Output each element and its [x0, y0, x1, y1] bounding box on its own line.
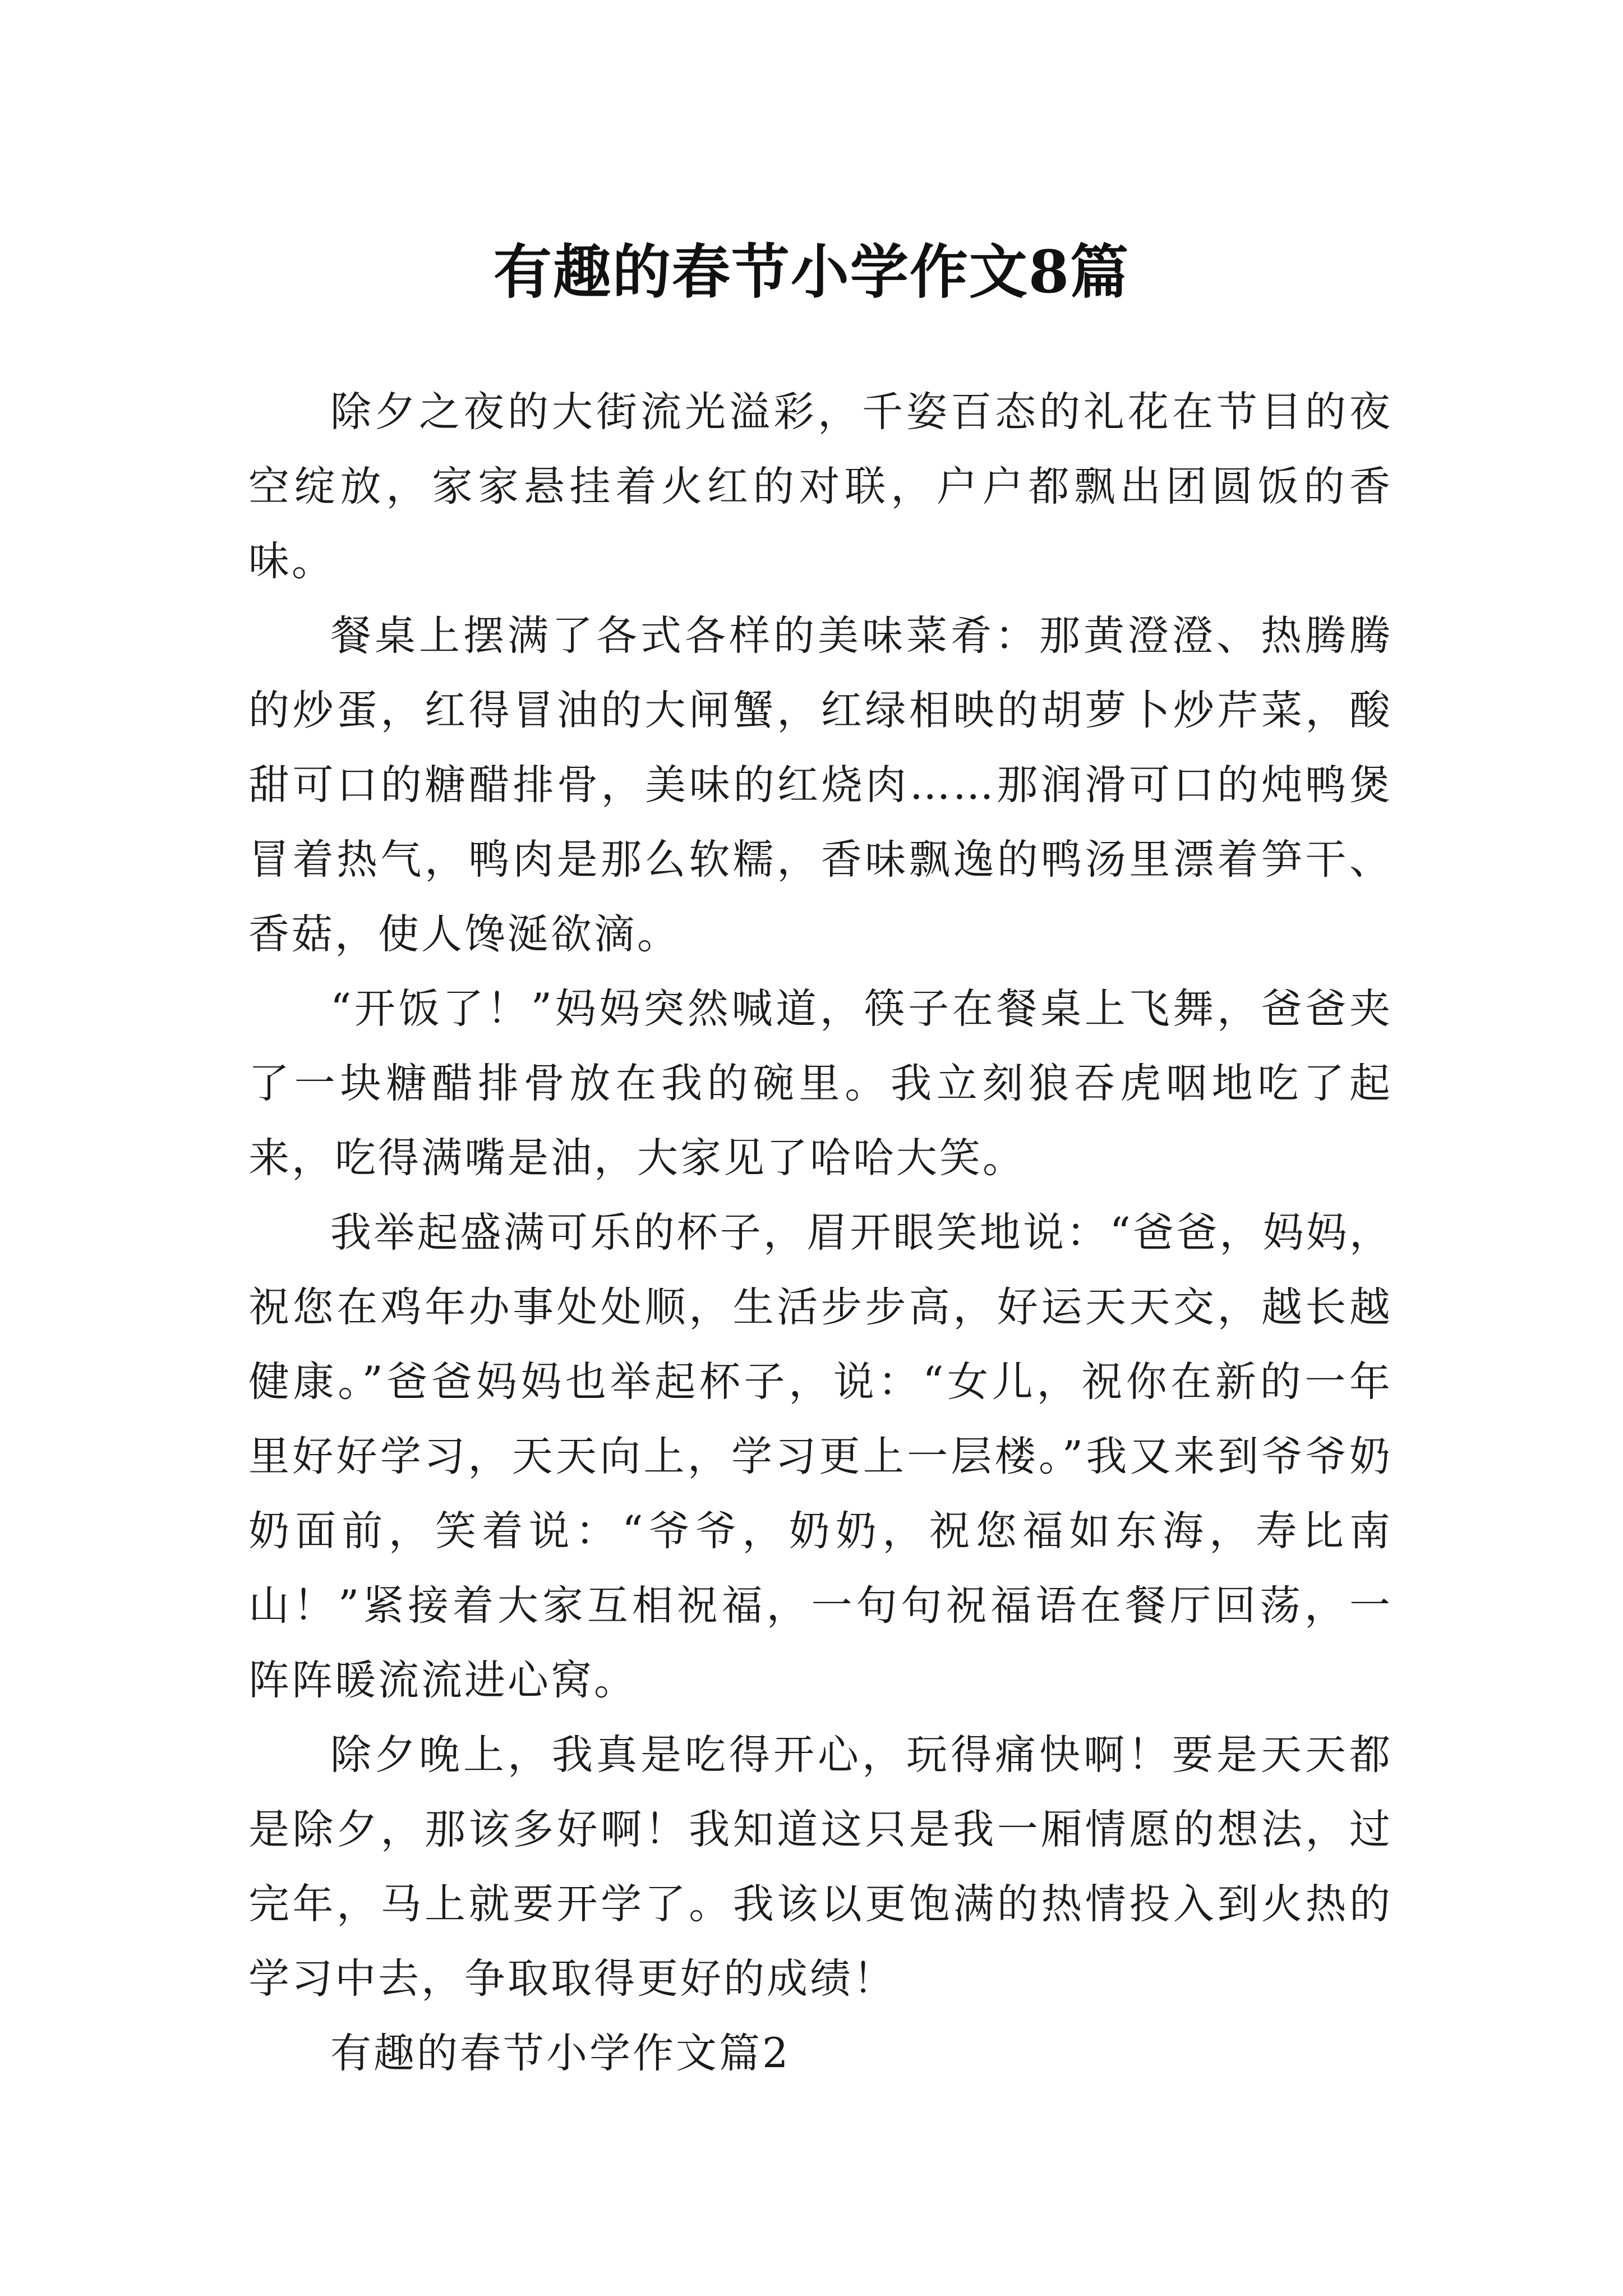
paragraph: 除夕晚上，我真是吃得开心，玩得痛快啊！要是天天都是除夕，那该多好啊！我知道这只是我一厢情愿的想法，过完年，马上就要开学了。我该以更饱满的热情投入到火热的学习中去，争取取得更好的成绩！ — [248, 1731, 1393, 2003]
document-body — [248, 375, 1393, 2091]
paragraph: “开饭了！”妈妈突然喊道，筷子在餐桌上飞舞，爸爸夹了一块糖醋排骨放在我的碗里。我立刻狼吞虎咽地吃了起来，吃得满嘴是油，大家见了哈哈大笑。 — [248, 985, 1393, 1182]
document-title: 有趣的春节小学作文8篇 — [493, 237, 1130, 306]
paragraph: 餐桌上摆满了各式各样的美味菜肴：那黄澄澄、热腾腾的炒蛋，红得冒油的大闸蟹，红绿相映的胡萝卜炒芹菜，酸甜可口的糖醋排骨，美味的红烧肉……那润滑可口的炖鸭煲冒着热气，鸭肉是那么软糯，香味飘逸的鸭汤里漂着笋干、香菇，使人馋涎欲滴。 — [248, 612, 1393, 958]
paragraph: 我举起盛满可乐的杯子，眉开眼笑地说：“爸爸，妈妈，祝您在鸡年办事处处顺，生活步步高，好运天天交，越长越健康。”爸爸妈妈也举起杯子，说：“女儿，祝你在新的一年里好好学习，天天向上，学习更上一层楼。”我又来到爷爷奶奶面前，笑着说：“爷爷，奶奶，祝您福如东海，寿比南山！”紧接着大家互相祝福，一句句祝福语在餐厅回荡，一阵阵暖流流进心窝。 — [248, 1209, 1393, 1704]
paragraph: 除夕之夜的大街流光溢彩，千姿百态的礼花在节目的夜空绽放，家家悬挂着火红的对联，户户都飘出团圆饭的香味。 — [248, 388, 1393, 585]
section-heading: 有趣的春节小学作文篇2 — [330, 2030, 791, 2077]
